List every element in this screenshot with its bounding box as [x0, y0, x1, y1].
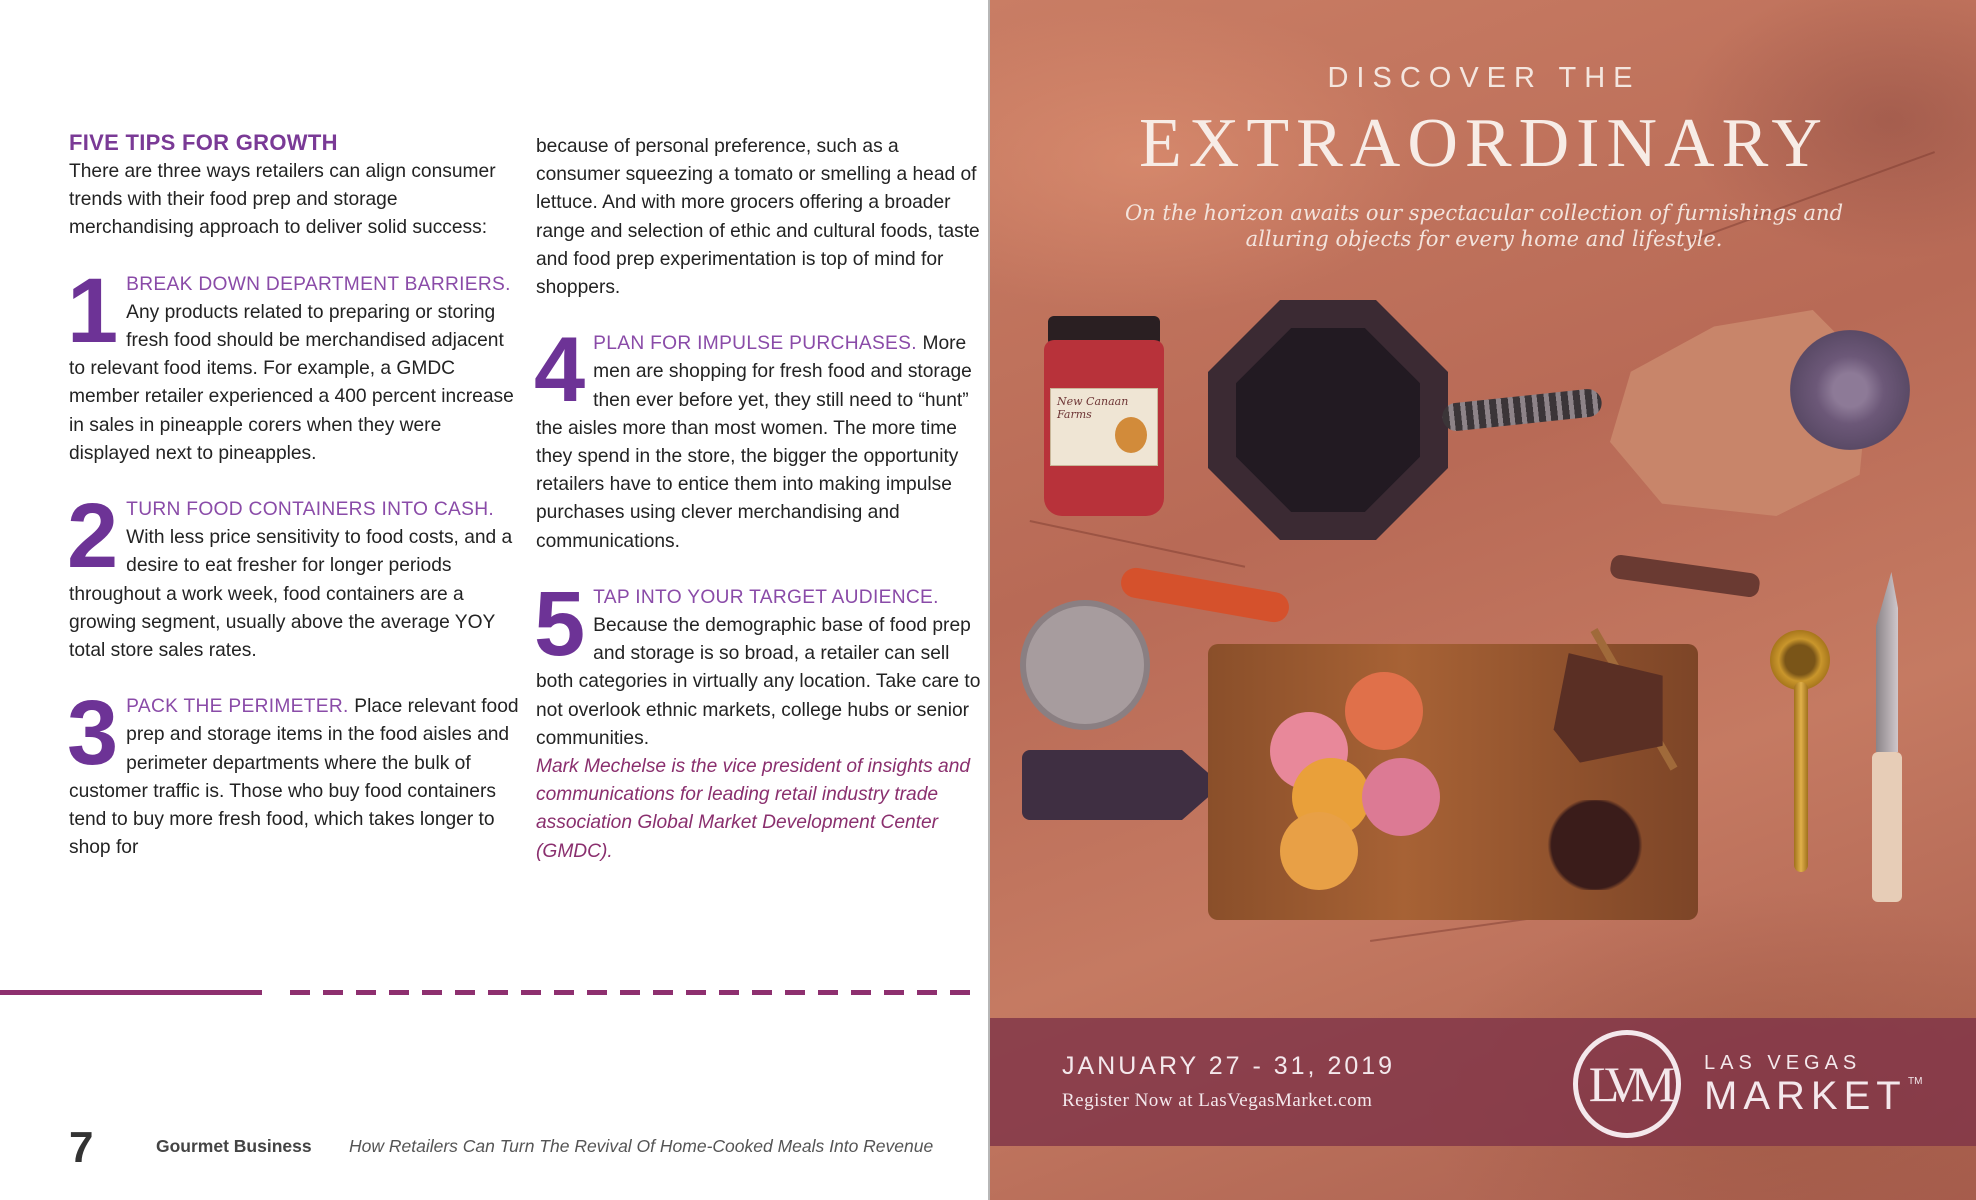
article-column-2 [536, 133, 986, 866]
succulent-plant-image [1790, 330, 1910, 450]
tip-number-1: 1 [67, 259, 117, 362]
tip-title-3: PACK THE PERIMETER. [126, 696, 355, 718]
knife-handle [1872, 752, 1902, 902]
tip-number-2: 2 [67, 485, 117, 588]
tip-2 [67, 485, 519, 665]
article-heading: FIVE TIPS FOR GROWTH [69, 130, 338, 155]
article-title: How Retailers Can Turn The Revival Of Home-Cooked Meals Into Revenue [349, 1136, 934, 1156]
author-byline: Mark Mechelse is the vice president of insights and communications for leading retail industry trade association Global Market Development Center (GMDC). [536, 756, 971, 862]
page-footer [69, 1122, 979, 1174]
tip-body-3: Place relevant food prep and storage items in the food aisles and perimeter departments where the bulk of customer traffic is. Those who buy food containers tend to buy more fresh food, which takes longer to shop for [69, 696, 519, 859]
pizza-cutter-image [1020, 560, 1180, 720]
macaron-amber [1280, 812, 1358, 890]
corkscrew-image [1609, 554, 1761, 599]
logo-text-las-vegas: LAS VEGAS [1704, 1052, 1862, 1074]
skillet-coil-handle [1441, 388, 1603, 433]
tip-title-5: TAP INTO YOUR TARGET AUDIENCE. [593, 586, 939, 608]
advertisement-page [988, 0, 1976, 1200]
tip-3 [67, 682, 519, 862]
tip-body-4: More men are shopping for fresh food and storage then ever before yet, they still need to “hunt” the aisles more than most women. The more time they spend in the store, the bigger the opportunity retailers have to entice them into making impulse purchases using clever merchandising and communications. [536, 333, 972, 552]
measuring-spoon-bowl [1770, 630, 1830, 690]
brass-measuring-spoon-image [1770, 630, 1830, 880]
tip-number-5: 5 [534, 572, 584, 675]
cutting-board-handle [1022, 750, 1222, 820]
divider-dashes [290, 990, 975, 995]
peach-illustration [1115, 417, 1147, 453]
tip-body-2: With less price sensitivity to food costs, and a desire to eat fresher for longer periods throughout a work week, food containers are a growing segment, usually above the average YOY total store sales rates. [69, 527, 513, 662]
pizza-cutter-wheel [1020, 600, 1150, 730]
ad-headline: EXTRAORDINARY [1139, 105, 1829, 182]
paring-knife-image [1868, 572, 1908, 912]
macaron-orange [1345, 672, 1423, 750]
ad-tagline: On the horizon awaits our spectacular collection of furnishings and alluring objects for every home and lifestyle. [1124, 201, 1844, 251]
ad-eyebrow: DISCOVER THE [1327, 62, 1641, 94]
tip-title-1: BREAK DOWN DEPARTMENT BARRIERS. [126, 273, 511, 295]
cast-iron-skillet-image [1208, 300, 1448, 540]
tip-number-3: 3 [67, 682, 117, 785]
tip-title-2: TURN FOOD CONTAINERS INTO CASH. [126, 499, 495, 521]
tip-number-4: 4 [534, 319, 584, 422]
tip-1 [67, 259, 519, 468]
knife-blade [1876, 572, 1898, 752]
logo-monogram: LVM [1588, 1056, 1666, 1112]
page-number: 7 [69, 1123, 94, 1172]
jar-label [1050, 388, 1158, 466]
logo-text-market: MARKET [1704, 1074, 1907, 1118]
event-dates: JANUARY 27 - 31, 2019 [1062, 1052, 1396, 1080]
divider-solid-segment [0, 990, 262, 995]
tip-body-5: Because the demographic base of food prep and storage is so broad, a retailer can sell both categories in virtually any location. Take care to not overlook ethnic markets, college hubs or senior communities. [536, 615, 981, 749]
tip-title-4: PLAN FOR IMPULSE PURCHASES. [593, 333, 923, 355]
macaron-pink-2 [1362, 758, 1440, 836]
ad-footer-band [990, 1018, 1976, 1146]
tip-5 [534, 572, 986, 753]
jar-label-text: New Canaan Farms [1057, 395, 1129, 421]
tip-body-1: Any products related to preparing or storing fresh food should be merchandised adjacent to relevant food items. For example, a GMDC member retailer experienced a 400 percent increase in sales in pineapple corers when they were displayed next to pineapples. [69, 301, 514, 464]
publication-name: Gourmet Business [156, 1136, 312, 1156]
las-vegas-market-logo-icon [1573, 1030, 1681, 1138]
article-column-1 [69, 128, 519, 862]
article-intro: There are three ways retailers can align consumer trends with their food prep and storage merchandising approach to deliver solid success: [69, 161, 496, 239]
tip-4 [534, 319, 986, 556]
logo-trademark: TM [1908, 1076, 1923, 1087]
chocolate-pretzels-image [1530, 800, 1660, 890]
register-link[interactable]: Register Now at LasVegasMarket.com [1062, 1090, 1373, 1111]
dashed-divider [0, 990, 975, 996]
measuring-spoon-stem [1794, 682, 1808, 872]
jam-jar-image [1044, 316, 1164, 516]
pizza-cutter-handle [1119, 565, 1292, 624]
article-continuation: because of personal preference, such as a consumer squeezing a tomato or smelling a head of lettuce. And with more grocers offering a broader range and selection of ethic and cultural foods, taste and food prep experimentation is top of mind for shoppers. [536, 136, 980, 299]
